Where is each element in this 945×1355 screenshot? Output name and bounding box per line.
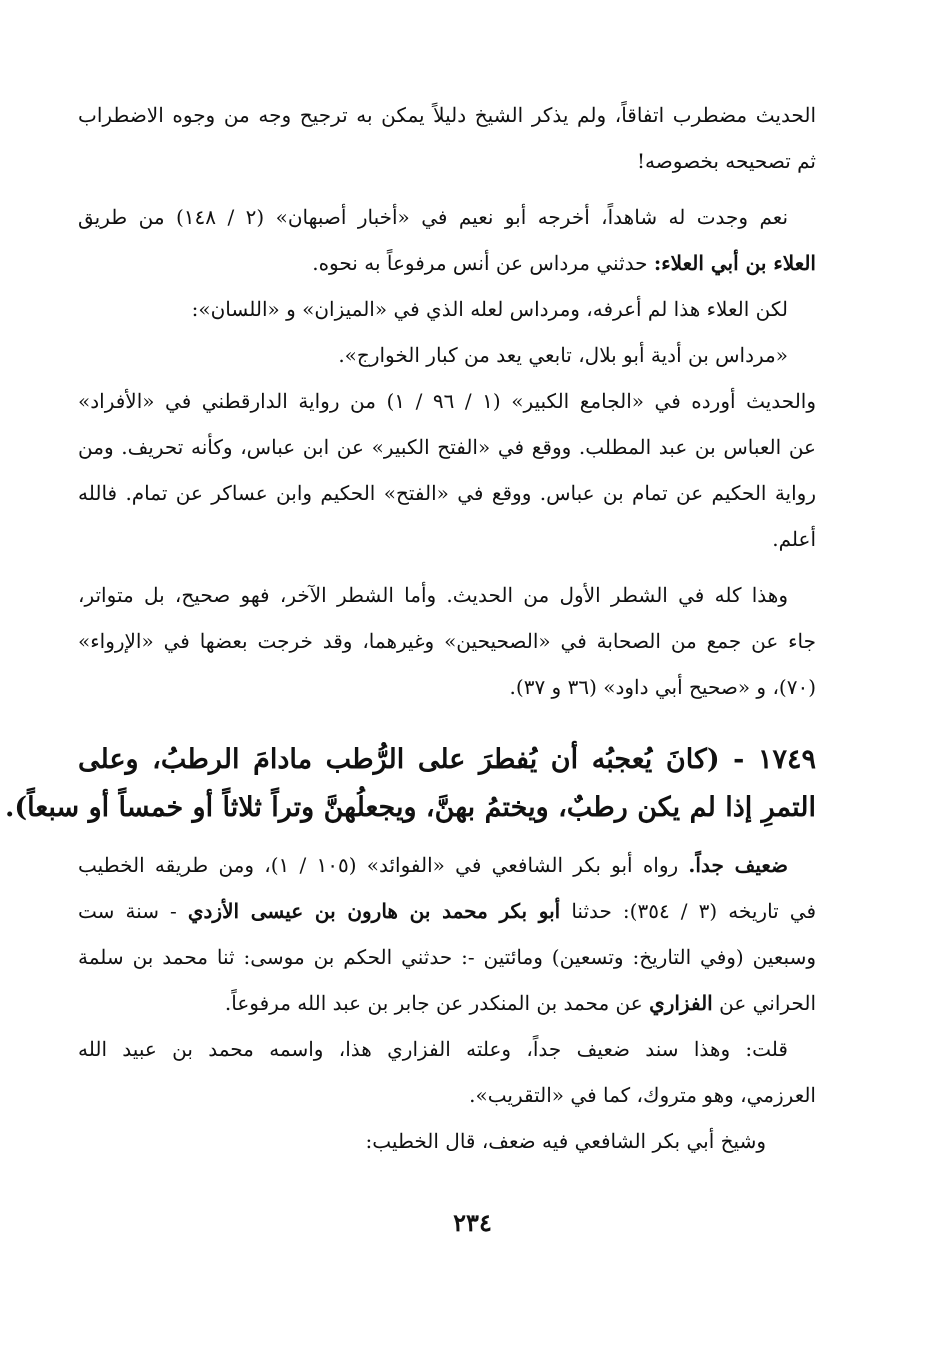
text-fragment: في تاريخه (٣ / ٣٥٤): حدثنا (560, 899, 817, 923)
hadith-heading (4, 736, 816, 832)
grading-label: ضعيف جداً. (688, 853, 789, 877)
text-fragment: الحراني عن (712, 991, 816, 1015)
text-line (78, 980, 816, 1026)
paragraph-witness (78, 194, 816, 286)
text-fragment: رواه أبو بكر الشافعي في «الفوائد» (١٠٥ / ١)، ومن طريقه الخطيب (78, 853, 689, 877)
text-line: «مرداس بن أدية أبو بلال، تابعي يعد من كبار الخوارج». (338, 343, 788, 367)
text-line: قلت: وهذا سند ضعيف جداً، وعلته الفزاري هذا، واسمه محمد بن عبيد الله (78, 1037, 788, 1061)
text-line (78, 842, 816, 888)
paragraph-discussion-end (78, 92, 816, 184)
narrator-name: أبو بكر محمد بن هارون بن عيسى الأزدي (187, 899, 561, 923)
text-fragment: حدثني مرداس عن أنس مرفوعاً به نحوه. (312, 251, 654, 275)
text-line: وهذا كله في الشطر الأول من الحديث. وأما الشطر الآخر، فهو صحيح، بل متواتر، (78, 583, 788, 607)
text-line: نعم وجدت له شاهداً، أخرجه أبو نعيم في «أخبار أصبهان» (٢ / ١٤٨) من طريق (78, 205, 789, 229)
text-line: وشيخ أبي بكر الشافعي فيه ضعف، قال الخطيب: (365, 1129, 766, 1153)
paragraph-comment (78, 1026, 816, 1118)
paragraph-second-part (78, 572, 816, 710)
text-line: جاء عن جمع من الصحابة في «الصحيحين» وغيرهما، وقد خرجت بعضها في «الإرواء» (78, 629, 816, 653)
page-number: ٢٣٤ (453, 1208, 492, 1237)
text-line (78, 888, 816, 934)
narrator-name: الفزاري (649, 991, 713, 1015)
text-line: الحديث مضطرب اتفاقاً، ولم يذكر الشيخ دليلاً يمكن به ترجيح وجه من وجوه الاضطراب (78, 103, 816, 127)
text-line: (٧٠)، و «صحيح أبي داود» (٣٦ و ٣٧). (509, 675, 816, 699)
paragraph-grading (78, 842, 816, 1026)
text-line: رواية الحكيم عن تمام بن عباس. ووقع في «الفتح» الحكيم وابن عساكر عن تمام. فالله (78, 481, 816, 505)
paragraph-shaykh (78, 1118, 816, 1164)
text-line: أعلم. (772, 527, 816, 551)
heading-line: ١٧٤٩ - (كانَ يُعجبُه أن يُفطرَ على الرُّطب مادامَ الرطبُ، وعلى (78, 744, 816, 775)
text-fragment: عن محمد بن المنكدر عن جابر بن عبد الله مرفوعاً. (224, 991, 650, 1015)
text-line: ثم تصحيحه بخصوصه! (637, 149, 816, 173)
text-line: العرزمي، وهو متروك، كما في «التقريب». (469, 1083, 816, 1107)
text-line: لكن العلاء هذا لم أعرفه، ومرداس لعله الذي في «الميزان» و «اللسان»: (191, 297, 788, 321)
page-text (4, 92, 817, 1164)
heading-line: التمرِ إذا لم يكن رطبٌ، ويختمُ بهنَّ، ويجعلُهنَّ وتراً ثلاثاً أو خمساً أو سبعاً). (4, 792, 816, 823)
text-fragment: - سنة ست (78, 899, 188, 923)
text-line: وسبعين (وفي التاريخ: وتسعين) ومائتين -: حدثني الحكم بن موسى: ثنا محمد بن سلمة (78, 945, 816, 969)
narrator-name: العلاء بن أبي العلاء: (653, 251, 816, 275)
paragraph-narrator-note (78, 286, 816, 378)
text-line (78, 240, 816, 286)
text-line: والحديث أورده في «الجامع الكبير» (١ / ٩٦ / ١) من رواية الدارقطني في «الأفراد» (78, 389, 817, 413)
text-line: عن العباس بن عبد المطلب. ووقع في «الفتح الكبير» عن ابن عباس، وكأنه تحريف. ومن (78, 435, 816, 459)
paragraph-sources (78, 378, 816, 562)
